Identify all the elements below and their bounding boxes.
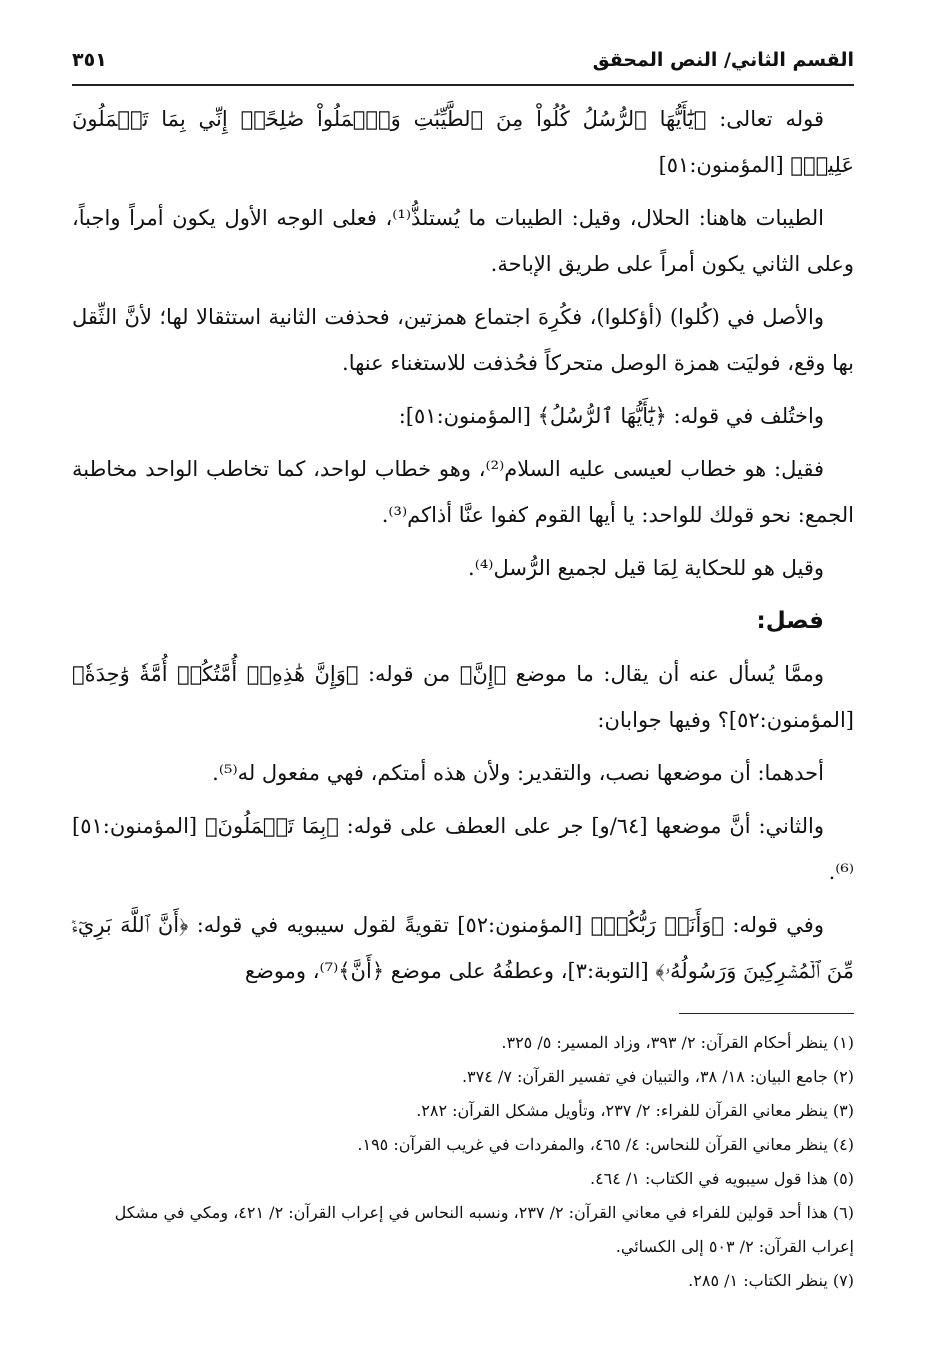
paragraph: أحدهما: أن موضعها نصب، والتقدير: ولأن هذه أمتكم، فهي مفعول له⁽⁵⁾. [212,761,824,785]
footnote: (١) ينظر أحكام القرآن: ٢/ ٣٩٣، وزاد المسير: ٥/ ٣٢٥. [501,1033,854,1052]
page-number: ٣٥١ [72,49,107,71]
footnote: (٣) ينظر معاني القرآن للفراء: ٢/ ٢٣٧، وتأويل مشكل القرآن: ٢٨٢. [416,1101,854,1120]
paragraph: وممَّا يُسأل عنه أن يقال: ما موضع ﴿إِنَّ﴾ من قوله: ﴿وَإِنَّ هَٰذِهِۦٓ أُمَّتُكُمۡ أُمَّةٗ وَٰحِدَةٗ﴾ [المؤمنون:٥٢]؟ وفيها جوابان: [72,662,854,732]
footnote: (٥) هذا قول سيبويه في الكتاب: ١/ ٤٦٤. [589,1169,854,1188]
main-text [72,96,854,1001]
header-title: القسم الثاني/ النص المحقق [592,49,854,71]
footnote-divider [679,1013,854,1014]
paragraph: الطيبات هاهنا: الحلال، وقيل: الطيبات ما يُستلذُّ⁽¹⁾، فعلى الوجه الأول يكون أمراً واجباً، وعلى الثاني يكون أمراً على طريق الإباحة. [72,206,854,276]
header-divider [72,84,854,86]
footnote: (٢) جامع البيان: ١٨/ ٣٨، والتبيان في تفسير القرآن: ٧/ ٣٧٤. [461,1067,854,1086]
paragraph: والثاني: أنَّ موضعها [٦٤/و] جر على العطف على قوله: ﴿بِمَا تَعۡمَلُونَ﴾ [المؤمنون:٥١]⁽⁶⁾. [72,814,854,884]
section-heading: فصل: [756,608,824,634]
paragraph: وقيل هو للحكاية لِمَا قيل لجميع الرُّسل⁽⁴⁾. [468,556,824,580]
paragraph: والأصل في (كُلوا) (أؤكلوا)، فكُرِهَ اجتماع همزتين، فحذفت الثانية استثقالا لها؛ لأنَّ الثِّقل بها وقع، فوليَت همزة الوصل متحركاً فحُذفت للاستغناء عنها. [72,305,854,375]
footnote: (٦) هذا أحد قولين للفراء في معاني القرآن: ٢/ ٢٣٧، ونسبه النحاس في إعراب القرآن: ٢/ ٤٢١، ومكي في مشكل إعراب القرآن: ٢/ ٥٠٣ إلى الكسائي. [114,1203,854,1256]
footnotes [72,1026,854,1298]
footnote: (٤) ينظر معاني القرآن للنحاس: ٤/ ٤٦٥، والمفردات في غريب القرآن: ١٩٥. [357,1135,854,1154]
paragraph: قوله تعالى: ﴿يَٰٓأَيُّهَا ٱلرُّسُلُ كُلُواْ مِنَ ٱلطَّيِّبَٰتِ وَٱعۡمَلُواْ صَٰلِحًاۖ إِنِّي بِمَا تَعۡمَلُونَ عَلِيمٞ﴾ [المؤمنون:٥١] [72,107,854,177]
running-header [72,40,854,80]
paragraph: فقيل: هو خطاب لعيسى عليه السلام⁽²⁾، وهو خطاب لواحد، كما تخاطب الواحد مخاطبة الجمع: نحو قولك للواحد: يا أيها القوم كفوا عنَّا أذاكم⁽³⁾. [72,457,854,527]
paragraph: وفي قوله: ﴿وَأَنَا۠ رَبُّكُمۡ﴾ [المؤمنون:٥٢] تقويةً لقول سيبويه في قوله: ﴿أَنَّ ٱللَّهَ بَرِيٓءٞ مِّنَ ٱلۡمُشۡرِكِينَ وَرَسُولُهُۥ﴾ [التوبة:٣]، وعطفُهُ على موضع ﴿أَنَّ﴾⁽⁷⁾، وموضع [72,913,854,983]
paragraph: واختُلف في قوله: ﴿يَٰٓأَيُّهَا ٱلرُّسُلُ﴾ [المؤمنون:٥١]: [398,404,824,428]
footnote: (٧) ينظر الكتاب: ١/ ٢٨٥. [688,1271,854,1290]
